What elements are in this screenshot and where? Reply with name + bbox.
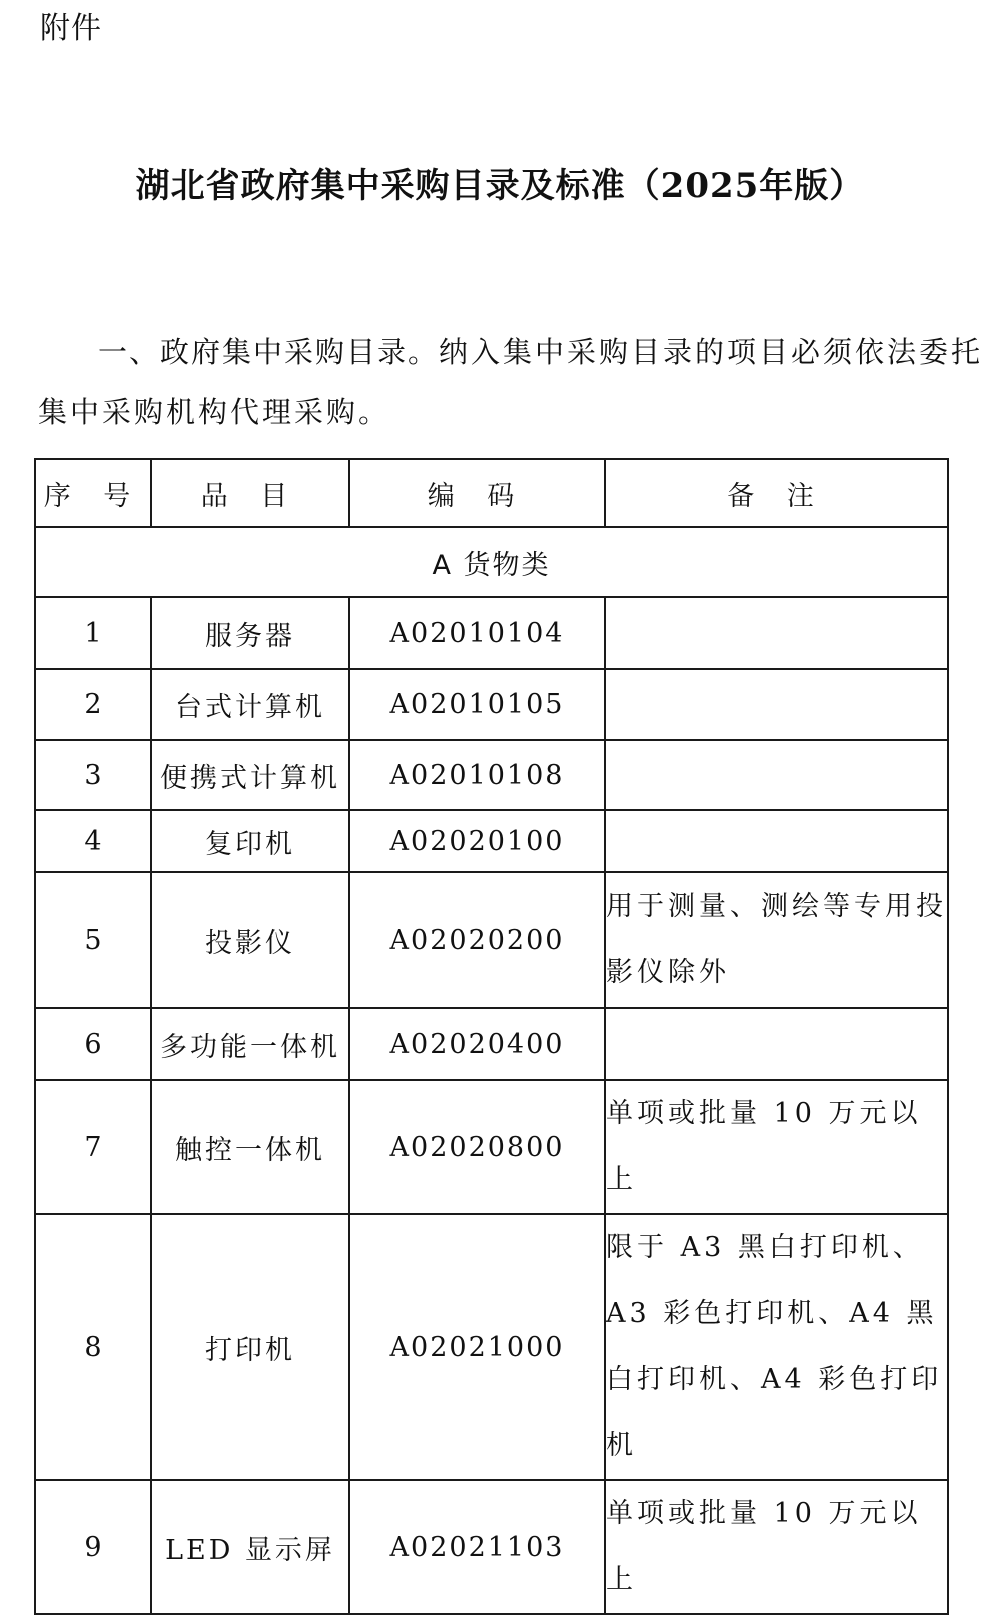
row-no: 3 [35,740,151,810]
table-row [35,810,948,872]
row-item: 便携式计算机 [151,740,349,810]
row-item: 服务器 [151,597,349,669]
row-code: A02010105 [349,669,605,740]
intro-heading: 一、政府集中采购目录。 [98,335,440,369]
row-item: 投影仪 [151,872,349,1008]
row-note: 单项或批量 10 万元以上 [605,1080,948,1214]
row-note [605,1008,948,1080]
row-no: 9 [35,1480,151,1614]
attachment-label: 附件 [40,11,102,46]
row-no: 2 [35,669,151,740]
row-note [605,740,948,810]
row-no: 1 [35,597,151,669]
category-label: A 货物类 [35,527,948,597]
header-note: 备 注 [605,459,948,527]
row-item: 打印机 [151,1214,349,1480]
row-item: 复印机 [151,810,349,872]
row-code: A02021103 [349,1480,605,1614]
row-item: 多功能一体机 [151,1008,349,1080]
table-row [35,1008,948,1080]
row-note: 用于测量、测绘等专用投影仪除外 [605,872,948,1008]
table-header-row [35,459,948,527]
row-no: 6 [35,1008,151,1080]
category-row [35,527,948,597]
row-item: LED 显示屏 [151,1480,349,1614]
header-code: 编 码 [349,459,605,527]
row-item: 触控一体机 [151,1080,349,1214]
row-no: 7 [35,1080,151,1214]
intro-text: 纳入集中采购目录的项目必须依法委托集中采购机构代理采购。 [38,335,984,429]
row-code: A02020200 [349,872,605,1008]
document-title: 湖北省政府集中采购目录及标准（2025年版） [135,166,865,206]
row-code: A02020800 [349,1080,605,1214]
procurement-catalog-table [34,458,949,1615]
row-note: 单项或批量 10 万元以上 [605,1480,948,1614]
header-item: 品 目 [151,459,349,527]
table-row [35,1080,948,1214]
table-row [35,1214,948,1480]
row-code: A02020100 [349,810,605,872]
row-note [605,669,948,740]
row-note [605,810,948,872]
header-no: 序 号 [35,459,151,527]
row-code: A02010104 [349,597,605,669]
table-row [35,669,948,740]
table-row [35,740,948,810]
intro-paragraph [38,322,993,442]
table-row [35,872,948,1008]
row-note: 限于 A3 黑白打印机、A3 彩色打印机、A4 黑白打印机、A4 彩色打印机 [605,1214,948,1480]
table-row [35,597,948,669]
row-no: 4 [35,810,151,872]
row-code: A02021000 [349,1214,605,1480]
row-note [605,597,948,669]
row-code: A02010108 [349,740,605,810]
row-no: 5 [35,872,151,1008]
row-no: 8 [35,1214,151,1480]
table-row [35,1480,948,1614]
row-item: 台式计算机 [151,669,349,740]
row-code: A02020400 [349,1008,605,1080]
